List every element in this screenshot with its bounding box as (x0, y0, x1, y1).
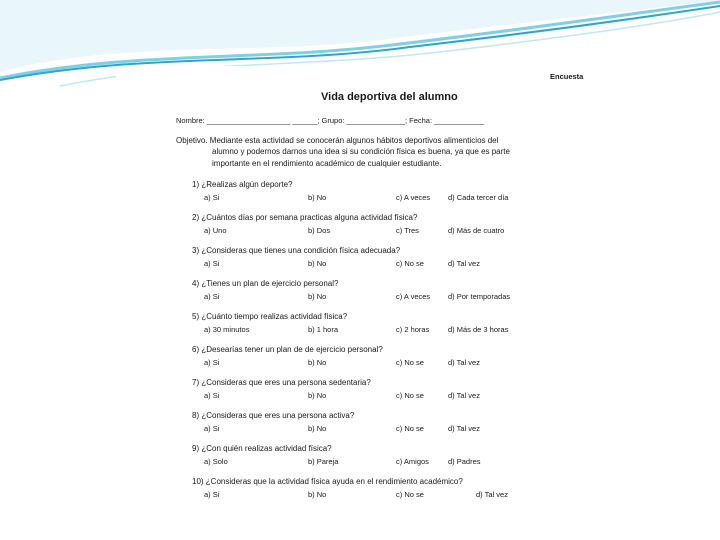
answer-option: c) No se (396, 490, 424, 499)
answer-option: b) Dos (308, 226, 331, 235)
answer-option: c) No se (396, 358, 424, 367)
wave-band-light (0, 0, 720, 72)
question-text: 3) ¿Consideras que tienes una condición física adecuada? (192, 246, 401, 255)
answer-option: b) No (308, 292, 327, 301)
answer-option: c) No se (396, 424, 424, 433)
question-text: 5) ¿Cuánto tiempo realizas actividad física? (192, 312, 348, 321)
answer-option: d) Tal vez (448, 391, 480, 400)
answer-option: c) 2 horas (396, 325, 430, 334)
document-title: Vida deportiva del alumno (321, 91, 458, 103)
survey-document (116, 66, 606, 506)
answer-option: d) Tal vez (448, 259, 480, 268)
question-text: 10) ¿Consideras que la actividad física ayuda en el rendimiento académico? (192, 477, 463, 486)
answer-option: a) Si (204, 391, 220, 400)
answer-option: a) Si (204, 424, 220, 433)
question-text: 2) ¿Cuántos días por semana practicas alguna actividad física? (192, 213, 418, 222)
answer-option: b) No (308, 490, 327, 499)
student-info-line: Nombre: ____________________ ______; Grupo: ______________; Fecha: ____________ (176, 116, 485, 125)
answer-option: a) Si (204, 193, 220, 202)
answer-option: d) Padres (448, 457, 481, 466)
answer-option: c) Amigos (396, 457, 429, 466)
answer-option: a) Si (204, 490, 220, 499)
answer-option: d) Más de 3 horas (448, 325, 509, 334)
answer-option: b) No (308, 193, 327, 202)
question-text: 1) ¿Realizas algún deporte? (192, 180, 293, 189)
answer-option: c) No se (396, 391, 424, 400)
answer-option: a) Si (204, 259, 220, 268)
answer-option: c) No se (396, 259, 424, 268)
survey-label: Encuesta (550, 72, 584, 81)
answer-option: c) Tres (396, 226, 419, 235)
question-text: 7) ¿Consideras que eres una persona sedentaria? (192, 378, 371, 387)
answer-option: a) Si (204, 358, 220, 367)
objective-line: alumno y podernos darnos una idea si su condición física es buena, ya que es parte (212, 147, 510, 156)
answer-option: d) Tal vez (476, 490, 508, 499)
answer-option: c) A veces (396, 193, 431, 202)
answer-option: d) Por temporadas (448, 292, 511, 301)
answer-option: d) Cada tercer día (448, 193, 509, 202)
answer-option: b) No (308, 391, 327, 400)
answer-option: a) Si (204, 292, 220, 301)
question-text: 8) ¿Consideras que eres una persona activa? (192, 411, 355, 420)
answer-option: d) Más de cuatro (448, 226, 505, 235)
answer-option: b) No (308, 259, 327, 268)
question-text: 6) ¿Desearías tener un plan de de ejercicio personal? (192, 345, 383, 354)
answer-option: b) Pareja (308, 457, 339, 466)
objective-line: importante en el rendimiento académico de cualquier estudiante. (212, 159, 442, 168)
objective-line: Objetivo. Mediante esta actividad se conocerán algunos hábitos deportivos alimenticios del (176, 136, 499, 145)
answer-option: d) Tal vez (448, 358, 480, 367)
answer-option: b) No (308, 358, 327, 367)
answer-option: d) Tal vez (448, 424, 480, 433)
answer-option: a) Solo (204, 457, 228, 466)
question-text: 9) ¿Con quién realizas actividad física? (192, 444, 332, 453)
answer-option: c) A veces (396, 292, 431, 301)
answer-option: a) Uno (204, 226, 227, 235)
question-text: 4) ¿Tienes un plan de ejercicio personal? (192, 279, 339, 288)
answer-option: b) No (308, 424, 327, 433)
answer-option: b) 1 hora (308, 325, 339, 334)
answer-option: a) 30 minutos (204, 325, 250, 334)
